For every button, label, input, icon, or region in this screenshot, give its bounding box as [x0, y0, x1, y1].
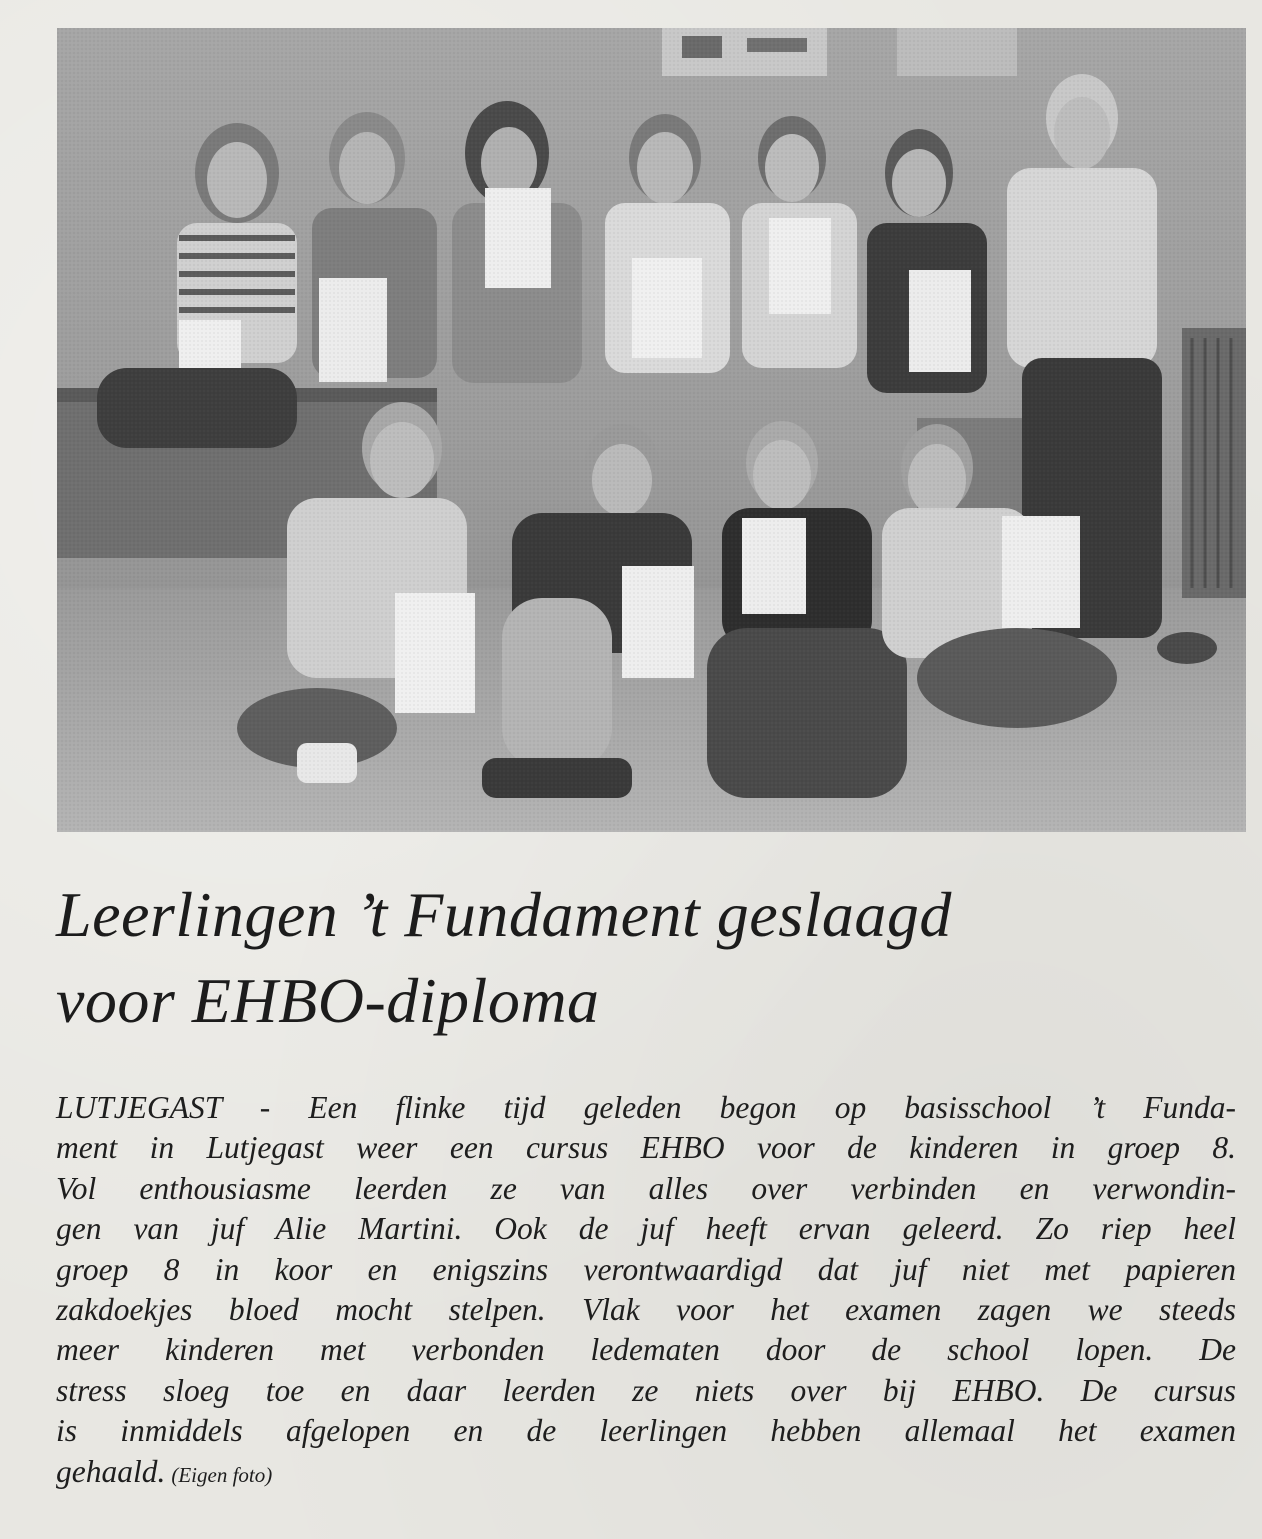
body-line: Vol enthousiasme leerden ze van alles over verbinden en verwondin-: [56, 1170, 1236, 1206]
body-line: LUTJEGAST - Een flinke tijd geleden begon op basisschool ’t Funda-: [56, 1090, 1236, 1125]
article-headline: [56, 872, 1236, 1044]
headline-line-2: voor EHBO-diploma: [56, 965, 600, 1036]
body-line: is inmiddels afgelopen en de leerlingen hebben allemaal het examen: [56, 1413, 1236, 1449]
body-line: ment in Lutjegast weer een cursus EHBO voor de kinderen in groep 8.: [56, 1130, 1236, 1166]
body-line: meer kinderen met verbonden ledematen door de school lopen. De: [56, 1332, 1236, 1368]
headline-line-1: Leerlingen ’t Fundament geslaagd: [56, 879, 952, 950]
group-photo: [57, 28, 1246, 832]
group-photo-illustration: [57, 28, 1246, 832]
body-last-text: gehaald.: [56, 1453, 166, 1489]
body-line: groep 8 in koor en enigszins verontwaardigd dat juf niet met papieren: [56, 1251, 1236, 1287]
body-line: stress sloeg toe en daar leerden ze niets over bij EHBO. De cursus: [56, 1372, 1236, 1408]
body-last-line: [56, 1452, 1236, 1492]
article-body: [56, 1088, 1236, 1492]
photo-credit: (Eigen foto): [171, 1462, 273, 1487]
body-line: zakdoekjes bloed mocht stelpen. Vlak voor het examen zagen we steeds: [56, 1291, 1236, 1327]
body-line: gen van juf Alie Martini. Ook de juf heeft ervan geleerd. Zo riep heel: [56, 1211, 1236, 1247]
